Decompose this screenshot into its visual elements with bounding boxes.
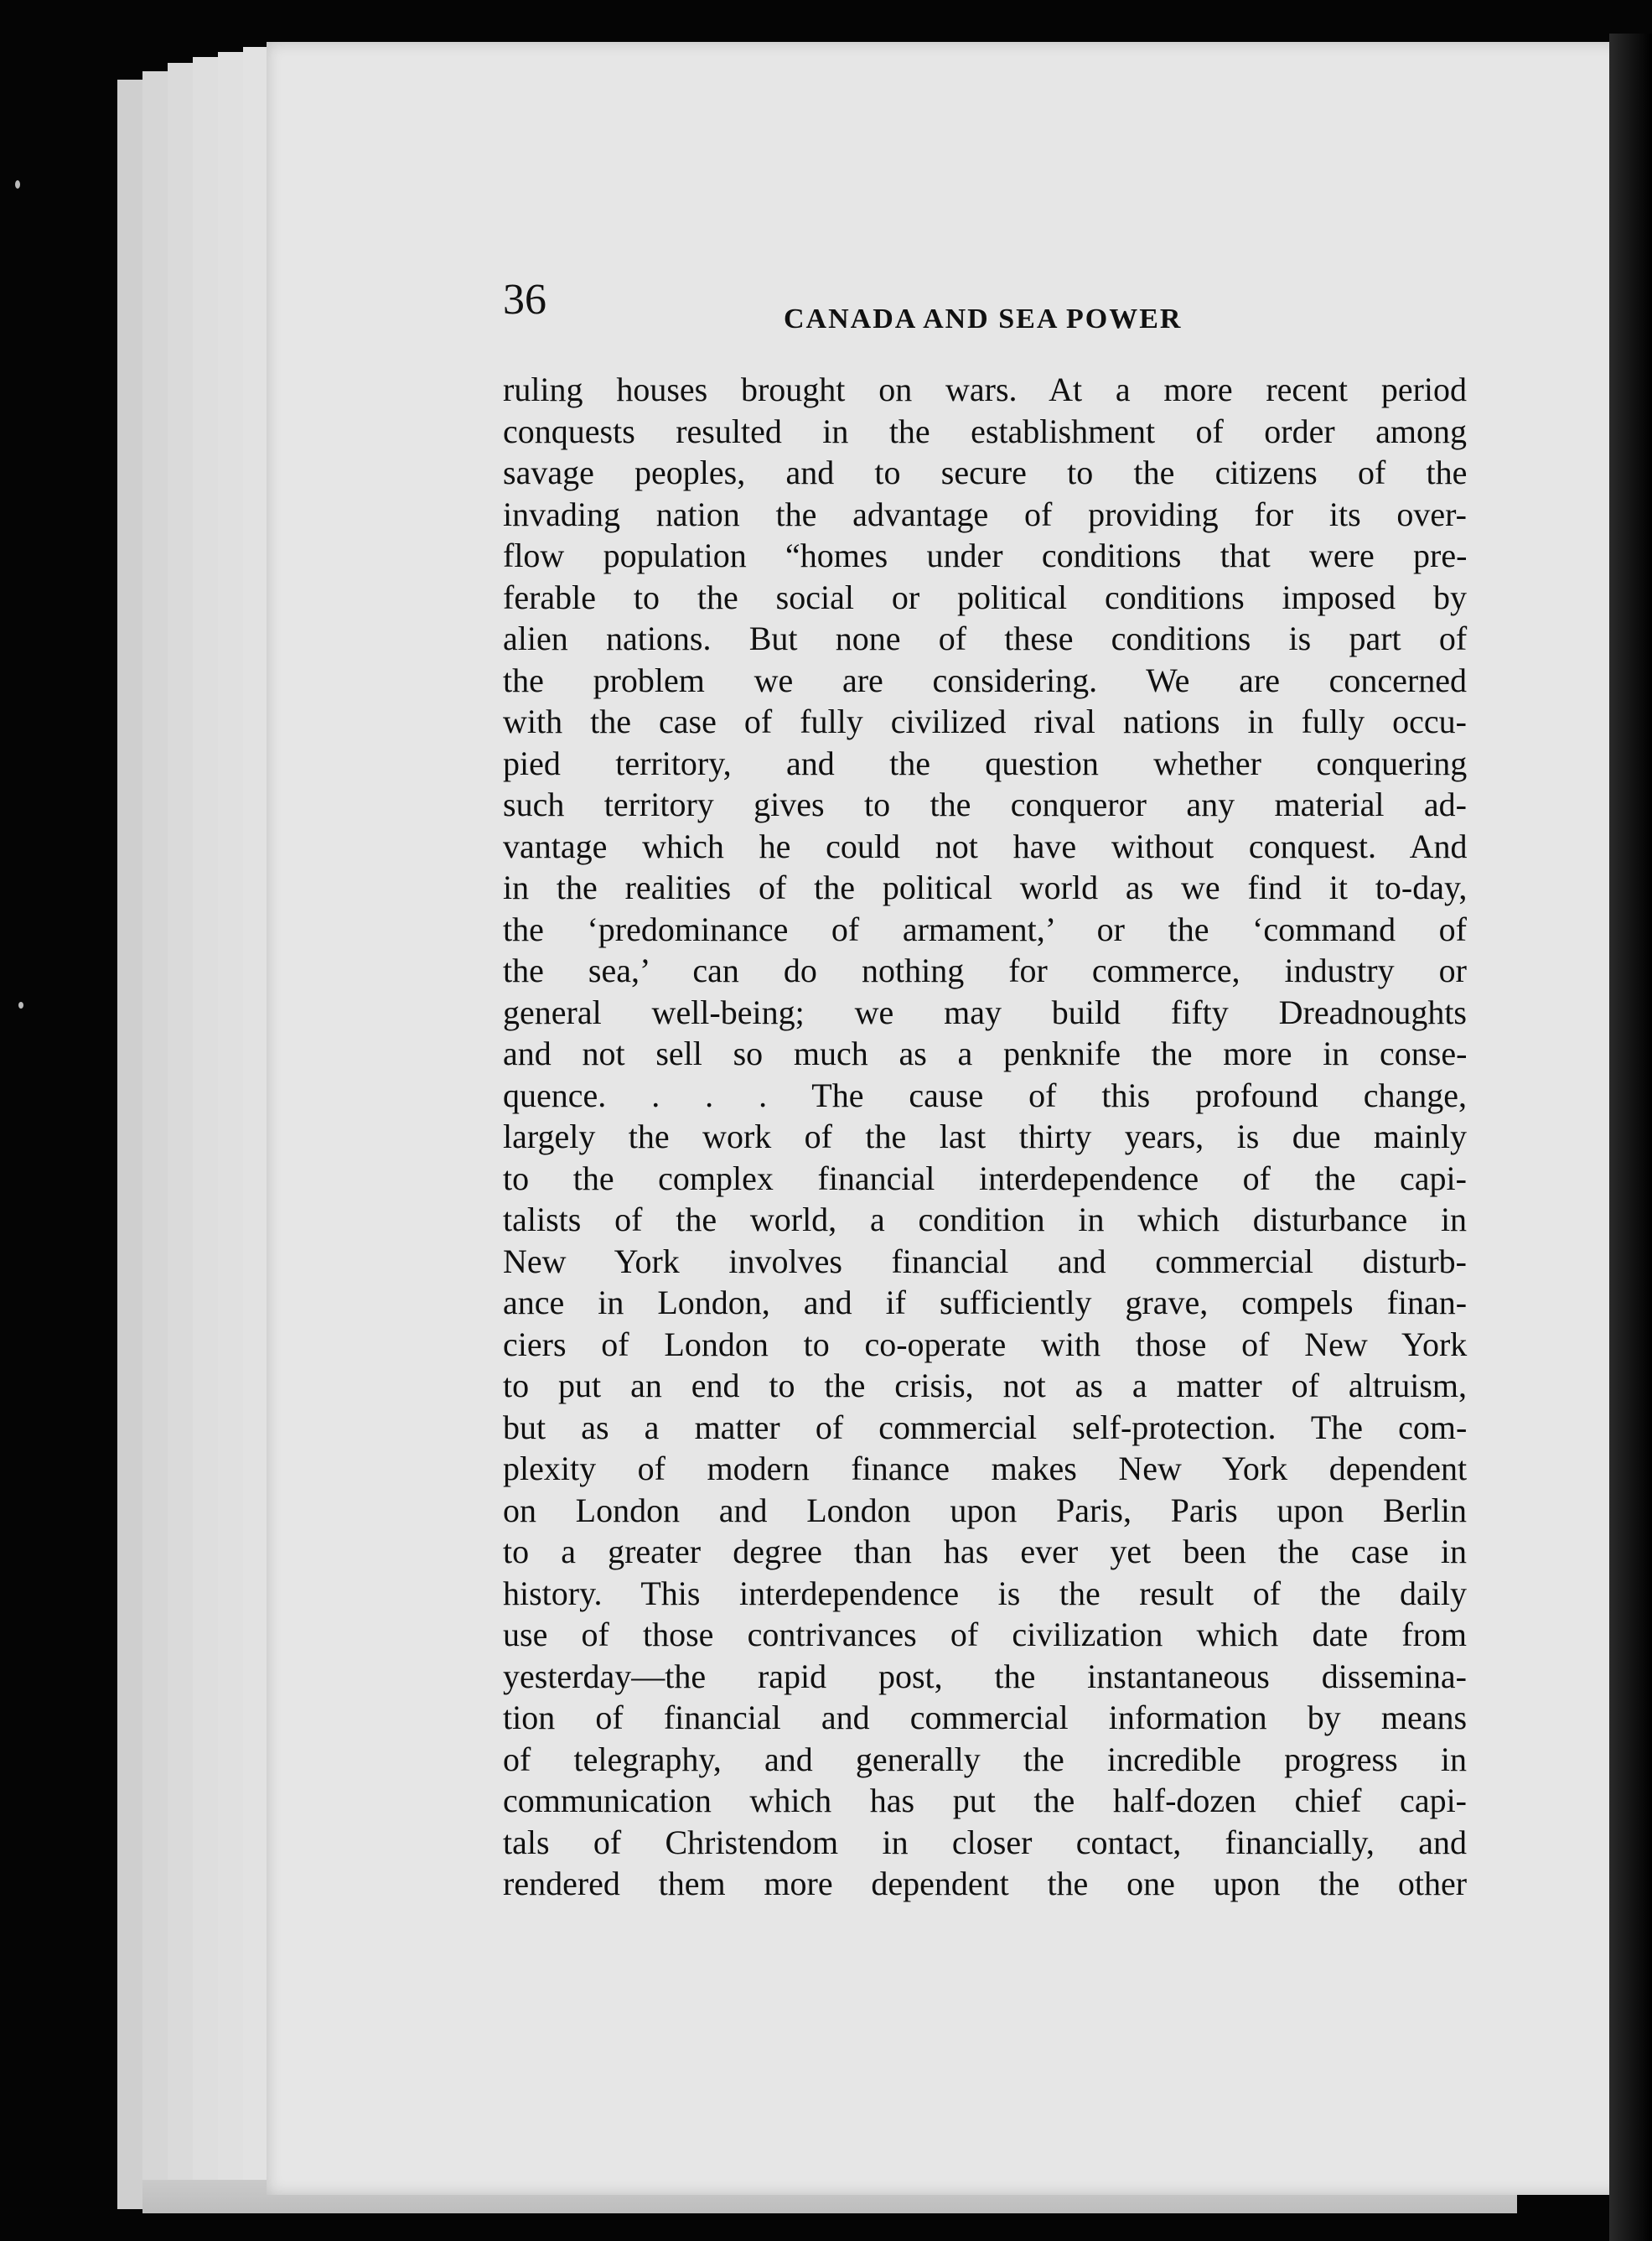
text-line: ciers of London to co-operate with those of New York [503,1325,1468,1363]
text-line: vantage which he could not have without conquest. And [503,827,1468,865]
text-line: conquests resulted in the establishment of order among [503,412,1467,450]
text-line: tals of Christendom in closer contact, financially, and [503,1823,1467,1861]
text-line: the problem we are considering. We are concerned [503,661,1468,699]
text-line: talists of the world, a condition in which disturbance in [503,1201,1468,1238]
text-line: and not sell so much as a penknife the more in conse- [503,1035,1468,1072]
text-line: ferable to the social or political conditions imposed by [503,578,1467,616]
scan-speck [18,1002,23,1009]
text-line: alien nations. But none of these conditions is part of [503,620,1468,657]
text-line: yesterday—the rapid post, the instantaneous dissemina- [503,1657,1467,1695]
page-edge [193,57,220,2208]
text-line: flow population “homes under conditions that were pre- [503,537,1468,574]
text-line: to the complex financial interdependence of the capi- [503,1159,1467,1197]
page-edge [168,63,194,2209]
text-line: such territory gives to the conqueror any material ad- [503,786,1467,823]
text-line: of telegraphy, and generally the incredible progress in [503,1740,1467,1778]
text-line: ruling houses brought on wars. At a more recent period [503,371,1468,408]
text-line: general well-being; we may build fifty Dreadnoughts [503,993,1467,1031]
text-line: use of those contrivances of civilization which date from [503,1616,1467,1653]
text-line: pied territory, and the question whether conquering [503,744,1468,782]
text-line: quence. . . . The cause of this profound change, [503,1076,1467,1114]
text-line: the sea,’ can do nothing for commerce, industry or [503,952,1467,989]
page-edge [117,80,144,2209]
text-line: on London and London upon Paris, Paris upon Berlin [503,1491,1467,1529]
running-head: CANADA AND SEA POWER [784,303,1183,335]
page-edge [142,71,169,2209]
text-line: invading nation the advantage of providing for its over- [503,495,1467,533]
text-line: ance in London, and if sufficiently grave, compels finan- [503,1284,1468,1321]
text-line: savage peoples, and to secure to the citizens of the [503,454,1468,491]
page-edge [218,52,245,2208]
text-line: rendered them more dependent the one upon the other [503,1865,1468,1902]
text-line: New York involves financial and commercial disturb- [503,1242,1467,1280]
text-line: tion of financial and commercial information by means [503,1699,1468,1736]
page-number: 36 [503,276,546,324]
text-line: plexity of modern finance makes New York dependent [503,1450,1468,1487]
text-line: history. This interdependence is the result of the daily [503,1574,1467,1612]
text-line: but as a matter of commercial self-protection. The com- [503,1408,1468,1446]
text-line: largely the work of the last thirty years, is due mainly [503,1118,1467,1155]
body-text [503,369,1467,1905]
scan-speck [15,180,20,189]
text-line: with the case of fully civilized rival nations in fully occu- [503,703,1467,740]
text-line: communication which has put the half-dozen chief capi- [503,1782,1467,1819]
text-line: to put an end to the crisis, not as a matter of altruism, [503,1367,1467,1404]
text-line: the ‘predominance of armament,’ or the ‘command of [503,910,1467,948]
gutter-shadow [1609,34,1652,2241]
text-line: to a greater degree than has ever yet been the case in [503,1533,1467,1570]
text-line: in the realities of the political world as we find it to-day, [503,869,1468,906]
